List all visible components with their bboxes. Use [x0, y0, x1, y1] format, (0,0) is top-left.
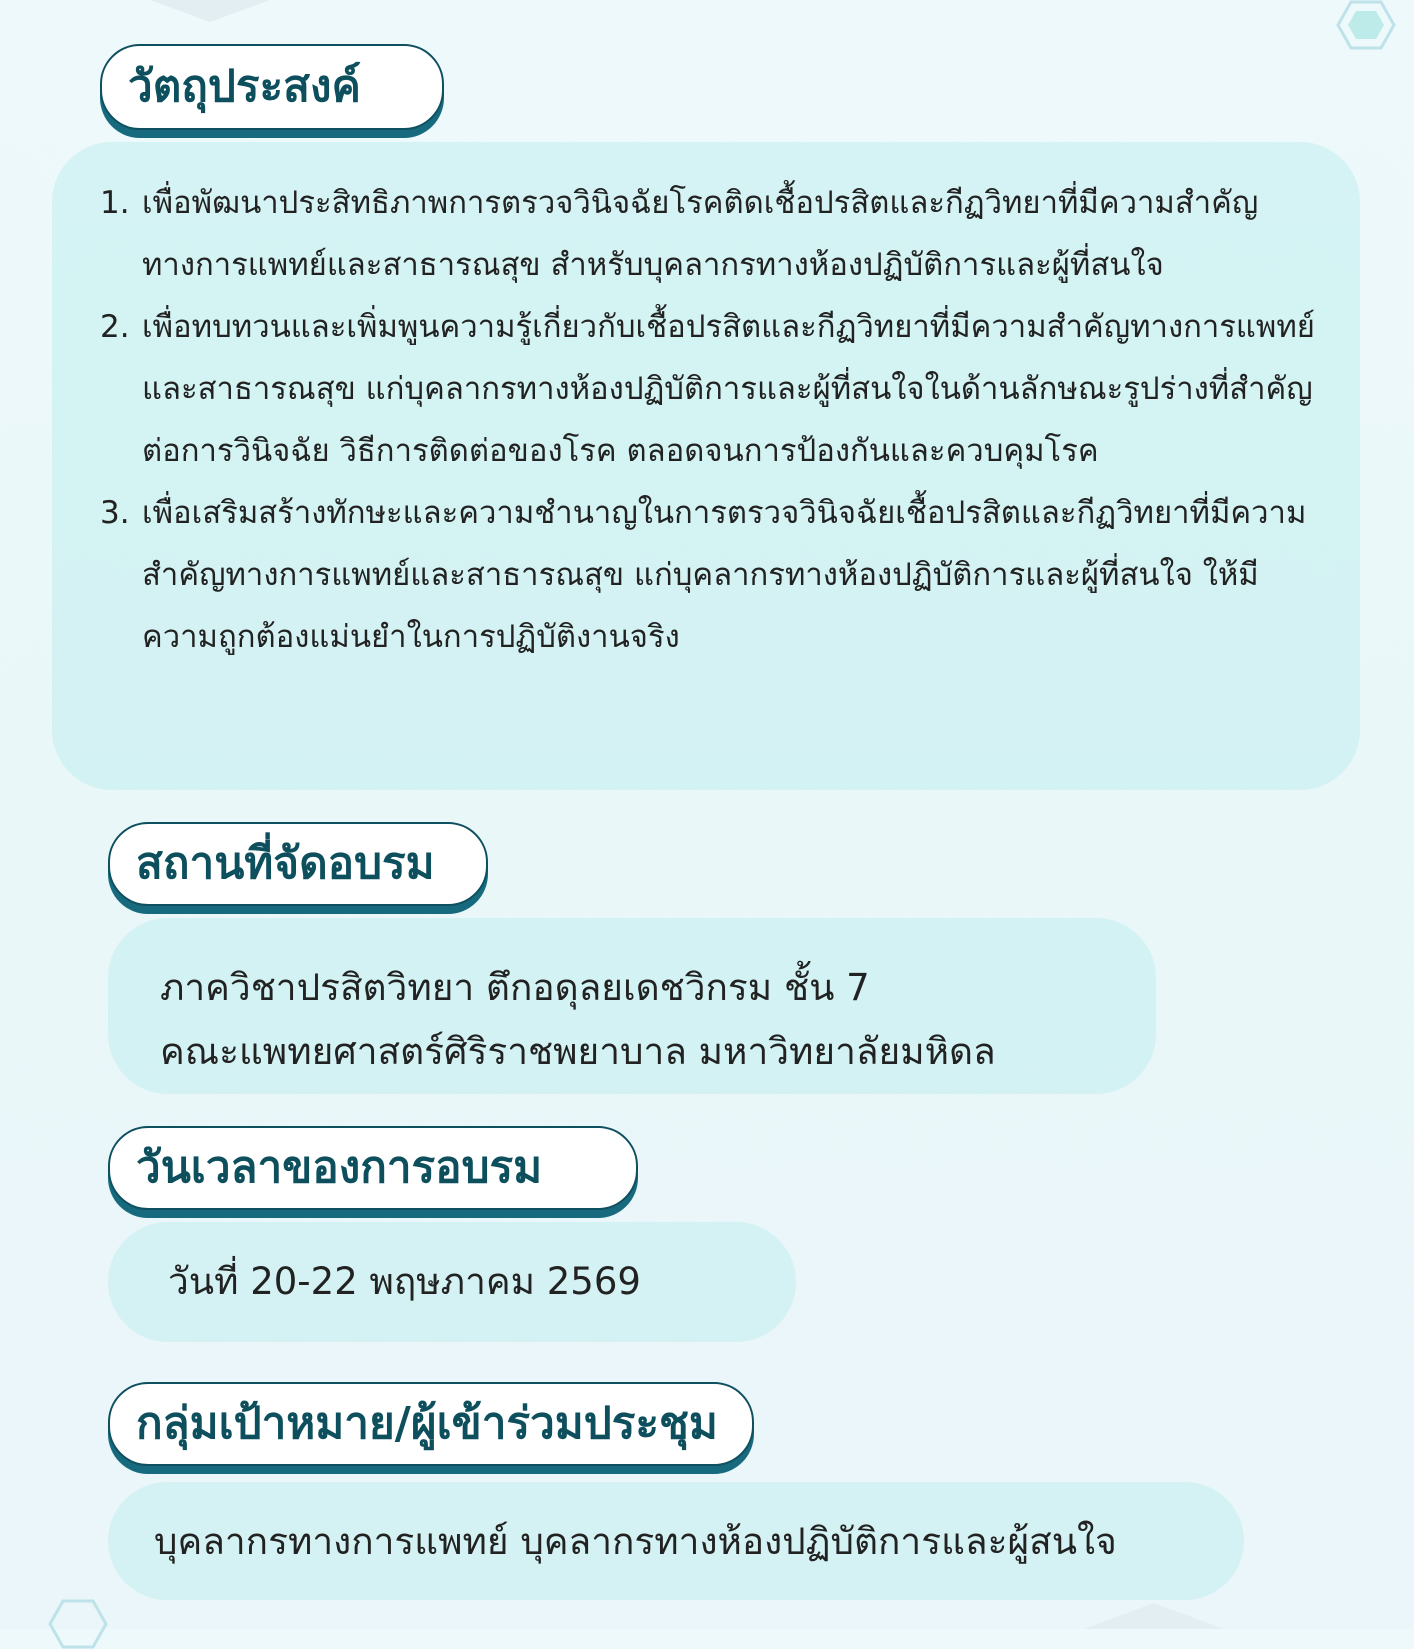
hexagon-icon — [1336, 0, 1396, 50]
objective-item-1 — [100, 172, 1320, 296]
venue-panel — [108, 918, 1156, 1094]
datetime-heading: วันเวลาของการอบรม — [108, 1126, 638, 1210]
objectives-panel — [52, 142, 1360, 790]
objectives-heading: วัตถุประสงค์ — [100, 44, 444, 130]
objective-text: เพื่อทบทวนและเพิ่มพูนความรู้เกี่ยวกับเชื้อปรสิตและกีฏวิทยาที่มีความสำคัญทางการแพทย์และสาธารณสุข แก่บุคลากรทางห้องปฏิบัติการและผู้ที่สนใจในด้านลักษณะรูปร่างที่สำคัญต่อการวินิจฉัย วิธีการติดต่อของโรค ตลอดจนการป้องกันและควบคุมโรค — [142, 309, 1315, 469]
venue-line-1: ภาควิชาปรสิตวิทยา ตึกอดุลยเดชวิกรม ชั้น 7 — [160, 966, 870, 1009]
hexagon-outline-icon — [48, 1599, 108, 1649]
objective-item-3 — [100, 482, 1320, 668]
venue-line-2: คณะแพทยศาสตร์ศิริราชพยาบาล มหาวิทยาลัยมหิดล — [160, 1030, 996, 1073]
objective-number: 2. — [100, 309, 130, 345]
objective-number: 1. — [100, 185, 130, 221]
datetime-text: วันที่ 20-22 พฤษภาคม 2569 — [168, 1260, 641, 1303]
audience-heading: กลุ่มเป้าหมาย/ผู้เข้าร่วมประชุม — [108, 1382, 754, 1466]
audience-text: บุคลากรทางการแพทย์ บุคลากรทางห้องปฏิบัติการและผู้สนใจ — [154, 1520, 1117, 1563]
venue-heading: สถานที่จัดอบรม — [108, 822, 488, 906]
objectives-list — [100, 172, 1320, 668]
objective-text: เพื่อเสริมสร้างทักษะและความชำนาญในการตรวจวินิจฉัยเชื้อปรสิตและกีฏวิทยาที่มีความสำคัญทางการแพทย์และสาธารณสุข แก่บุคลากรทางห้องปฏิบัติการและผู้ที่สนใจ ให้มีความถูกต้องแม่นยำในการปฏิบัติงานจริง — [142, 495, 1307, 655]
objective-item-2 — [100, 296, 1320, 482]
objective-text: เพื่อพัฒนาประสิทธิภาพการตรวจวินิจฉัยโรคติดเชื้อปรสิตและกีฏวิทยาที่มีความสำคัญทางการแพทย์และสาธารณสุข สำหรับบุคลากรทางห้องปฏิบัติการและผู้ที่สนใจ — [142, 185, 1259, 283]
datetime-panel — [108, 1222, 796, 1342]
audience-panel — [108, 1482, 1244, 1600]
decorative-triangle-top — [150, 0, 270, 22]
decorative-triangle-bottom — [1084, 1603, 1224, 1629]
objective-number: 3. — [100, 495, 130, 531]
